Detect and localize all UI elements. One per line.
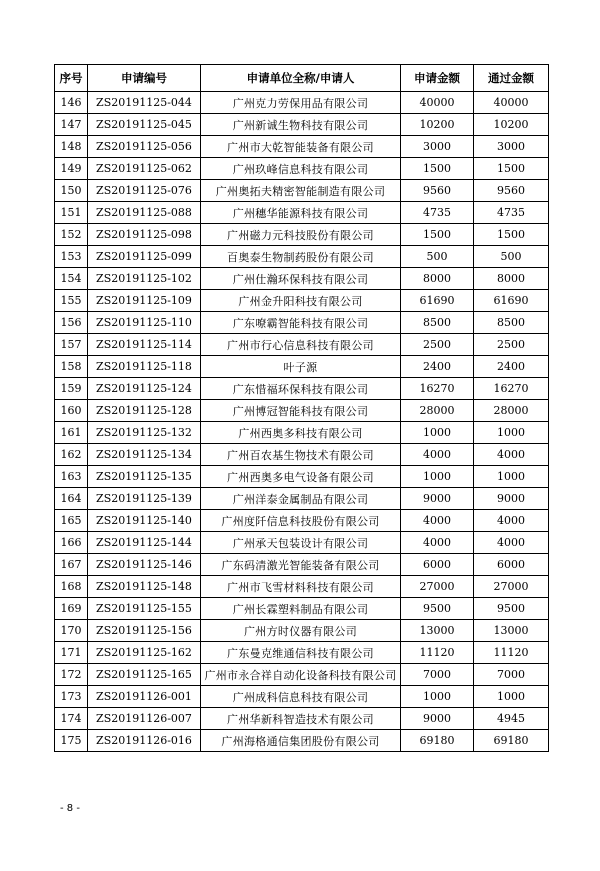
applicant-name-cell: 广州玖峰信息科技有限公司: [201, 158, 401, 180]
serial-number-cell: 159: [55, 378, 88, 400]
table-row: [55, 532, 549, 554]
requested-amount-cell: 9500: [401, 598, 474, 620]
application-id-cell: ZS20191125-146: [88, 554, 201, 576]
header-serial-number: 序号: [55, 65, 88, 92]
requested-amount-cell: 28000: [401, 400, 474, 422]
table-row: [55, 664, 549, 686]
approved-amount-cell: 8500: [474, 312, 549, 334]
applicant-name-cell: 广州仕瀚环保科技有限公司: [201, 268, 401, 290]
requested-amount-cell: 9000: [401, 488, 474, 510]
approved-amount-cell: 10200: [474, 114, 549, 136]
approved-amount-cell: 1000: [474, 466, 549, 488]
table-row: [55, 224, 549, 246]
application-id-cell: ZS20191125-088: [88, 202, 201, 224]
requested-amount-cell: 4000: [401, 444, 474, 466]
table-row: [55, 554, 549, 576]
table-row: [55, 136, 549, 158]
serial-number-cell: 153: [55, 246, 88, 268]
approved-amount-cell: 9000: [474, 488, 549, 510]
serial-number-cell: 149: [55, 158, 88, 180]
approved-amount-cell: 6000: [474, 554, 549, 576]
applicant-name-cell: 广州百农基生物技术有限公司: [201, 444, 401, 466]
approved-amount-cell: 4735: [474, 202, 549, 224]
applicant-name-cell: 广东码清激光智能装备有限公司: [201, 554, 401, 576]
serial-number-cell: 167: [55, 554, 88, 576]
applicant-name-cell: 广州成科信息科技有限公司: [201, 686, 401, 708]
table-row: [55, 730, 549, 752]
application-id-cell: ZS20191125-114: [88, 334, 201, 356]
approved-amount-cell: 27000: [474, 576, 549, 598]
application-id-cell: ZS20191126-016: [88, 730, 201, 752]
application-id-cell: ZS20191125-076: [88, 180, 201, 202]
table-row: [55, 268, 549, 290]
serial-number-cell: 166: [55, 532, 88, 554]
serial-number-cell: 164: [55, 488, 88, 510]
applicant-name-cell: 广州方时仪器有限公司: [201, 620, 401, 642]
applicant-name-cell: 广州西奥多科技有限公司: [201, 422, 401, 444]
requested-amount-cell: 16270: [401, 378, 474, 400]
application-id-cell: ZS20191125-045: [88, 114, 201, 136]
applicant-name-cell: 广东曼克维通信科技有限公司: [201, 642, 401, 664]
application-id-cell: ZS20191126-001: [88, 686, 201, 708]
applicant-name-cell: 百奥泰生物制药股份有限公司: [201, 246, 401, 268]
table-row: [55, 356, 549, 378]
requested-amount-cell: 27000: [401, 576, 474, 598]
serial-number-cell: 152: [55, 224, 88, 246]
serial-number-cell: 175: [55, 730, 88, 752]
approved-amount-cell: 4000: [474, 532, 549, 554]
approved-amount-cell: 1000: [474, 686, 549, 708]
requested-amount-cell: 7000: [401, 664, 474, 686]
table-body: [55, 92, 549, 752]
application-id-cell: ZS20191125-165: [88, 664, 201, 686]
applicant-name-cell: 广州市永合祥自动化设备科技有限公司: [201, 664, 401, 686]
requested-amount-cell: 4000: [401, 532, 474, 554]
header-requested-amount: 申请金额: [401, 65, 474, 92]
header-applicant-name: 申请单位全称/申请人: [201, 65, 401, 92]
serial-number-cell: 169: [55, 598, 88, 620]
requested-amount-cell: 69180: [401, 730, 474, 752]
applicant-name-cell: 广州博冠智能科技有限公司: [201, 400, 401, 422]
application-id-cell: ZS20191125-062: [88, 158, 201, 180]
approved-amount-cell: 61690: [474, 290, 549, 312]
application-id-cell: ZS20191125-102: [88, 268, 201, 290]
requested-amount-cell: 40000: [401, 92, 474, 114]
approved-amount-cell: 2500: [474, 334, 549, 356]
serial-number-cell: 171: [55, 642, 88, 664]
application-id-cell: ZS20191125-099: [88, 246, 201, 268]
applicant-name-cell: 广州洋泰金属制品有限公司: [201, 488, 401, 510]
applicant-name-cell: 广州市行心信息科技有限公司: [201, 334, 401, 356]
applicant-name-cell: 广州度阡信息科技股份有限公司: [201, 510, 401, 532]
serial-number-cell: 174: [55, 708, 88, 730]
serial-number-cell: 168: [55, 576, 88, 598]
approved-amount-cell: 1500: [474, 158, 549, 180]
funding-table: [54, 64, 549, 752]
application-id-cell: ZS20191125-135: [88, 466, 201, 488]
approved-amount-cell: 7000: [474, 664, 549, 686]
approved-amount-cell: 4000: [474, 510, 549, 532]
table-row: [55, 488, 549, 510]
approved-amount-cell: 3000: [474, 136, 549, 158]
serial-number-cell: 160: [55, 400, 88, 422]
approved-amount-cell: 8000: [474, 268, 549, 290]
serial-number-cell: 162: [55, 444, 88, 466]
serial-number-cell: 170: [55, 620, 88, 642]
application-id-cell: ZS20191125-118: [88, 356, 201, 378]
header-approved-amount: 通过金额: [474, 65, 549, 92]
table-row: [55, 598, 549, 620]
application-id-cell: ZS20191125-148: [88, 576, 201, 598]
application-id-cell: ZS20191125-124: [88, 378, 201, 400]
application-id-cell: ZS20191125-156: [88, 620, 201, 642]
application-id-cell: ZS20191125-056: [88, 136, 201, 158]
applicant-name-cell: 广州磁力元科技股份有限公司: [201, 224, 401, 246]
table-row: [55, 180, 549, 202]
requested-amount-cell: 500: [401, 246, 474, 268]
applicant-name-cell: 广东惜福环保科技有限公司: [201, 378, 401, 400]
serial-number-cell: 156: [55, 312, 88, 334]
table-row: [55, 400, 549, 422]
requested-amount-cell: 1000: [401, 686, 474, 708]
serial-number-cell: 154: [55, 268, 88, 290]
requested-amount-cell: 9560: [401, 180, 474, 202]
table-row: [55, 642, 549, 664]
serial-number-cell: 163: [55, 466, 88, 488]
applicant-name-cell: 广州华新科智造技术有限公司: [201, 708, 401, 730]
table-row: [55, 378, 549, 400]
table-header-row: [55, 65, 549, 92]
approved-amount-cell: 1000: [474, 422, 549, 444]
application-id-cell: ZS20191125-139: [88, 488, 201, 510]
applicant-name-cell: 广州承天包装设计有限公司: [201, 532, 401, 554]
approved-amount-cell: 16270: [474, 378, 549, 400]
applicant-name-cell: 广州新诚生物科技有限公司: [201, 114, 401, 136]
requested-amount-cell: 1500: [401, 158, 474, 180]
approved-amount-cell: 13000: [474, 620, 549, 642]
requested-amount-cell: 2400: [401, 356, 474, 378]
applicant-name-cell: 广州西奥多电气设备有限公司: [201, 466, 401, 488]
application-id-cell: ZS20191125-110: [88, 312, 201, 334]
table-row: [55, 202, 549, 224]
application-id-cell: ZS20191125-044: [88, 92, 201, 114]
application-id-cell: ZS20191126-007: [88, 708, 201, 730]
applicant-name-cell: 广东嘹霸智能科技有限公司: [201, 312, 401, 334]
approved-amount-cell: 11120: [474, 642, 549, 664]
approved-amount-cell: 4000: [474, 444, 549, 466]
table-row: [55, 114, 549, 136]
requested-amount-cell: 13000: [401, 620, 474, 642]
serial-number-cell: 158: [55, 356, 88, 378]
requested-amount-cell: 3000: [401, 136, 474, 158]
table-row: [55, 620, 549, 642]
header-application-id: 申请编号: [88, 65, 201, 92]
serial-number-cell: 151: [55, 202, 88, 224]
approved-amount-cell: 40000: [474, 92, 549, 114]
serial-number-cell: 165: [55, 510, 88, 532]
serial-number-cell: 148: [55, 136, 88, 158]
application-id-cell: ZS20191125-128: [88, 400, 201, 422]
serial-number-cell: 146: [55, 92, 88, 114]
table-row: [55, 246, 549, 268]
approved-amount-cell: 69180: [474, 730, 549, 752]
requested-amount-cell: 61690: [401, 290, 474, 312]
applicant-name-cell: 叶子源: [201, 356, 401, 378]
serial-number-cell: 150: [55, 180, 88, 202]
approved-amount-cell: 2400: [474, 356, 549, 378]
requested-amount-cell: 1000: [401, 466, 474, 488]
serial-number-cell: 173: [55, 686, 88, 708]
serial-number-cell: 155: [55, 290, 88, 312]
approved-amount-cell: 9500: [474, 598, 549, 620]
table-row: [55, 686, 549, 708]
applicant-name-cell: 广州穗华能源科技有限公司: [201, 202, 401, 224]
application-id-cell: ZS20191125-155: [88, 598, 201, 620]
table-row: [55, 334, 549, 356]
serial-number-cell: 147: [55, 114, 88, 136]
table-row: [55, 444, 549, 466]
requested-amount-cell: 6000: [401, 554, 474, 576]
applicant-name-cell: 广州市大乾智能装备有限公司: [201, 136, 401, 158]
table-row: [55, 290, 549, 312]
requested-amount-cell: 10200: [401, 114, 474, 136]
table-row: [55, 466, 549, 488]
table-row: [55, 422, 549, 444]
application-id-cell: ZS20191125-140: [88, 510, 201, 532]
table-row: [55, 158, 549, 180]
requested-amount-cell: 1000: [401, 422, 474, 444]
applicant-name-cell: 广州市飞雪材料科技有限公司: [201, 576, 401, 598]
approved-amount-cell: 1500: [474, 224, 549, 246]
application-id-cell: ZS20191125-144: [88, 532, 201, 554]
serial-number-cell: 172: [55, 664, 88, 686]
application-id-cell: ZS20191125-132: [88, 422, 201, 444]
applicant-name-cell: 广州奥拓夫精密智能制造有限公司: [201, 180, 401, 202]
table-row: [55, 92, 549, 114]
requested-amount-cell: 2500: [401, 334, 474, 356]
table-row: [55, 708, 549, 730]
serial-number-cell: 157: [55, 334, 88, 356]
applicant-name-cell: 广州海格通信集团股份有限公司: [201, 730, 401, 752]
requested-amount-cell: 9000: [401, 708, 474, 730]
application-id-cell: ZS20191125-162: [88, 642, 201, 664]
table-row: [55, 312, 549, 334]
applicant-name-cell: 广州金升阳科技有限公司: [201, 290, 401, 312]
approved-amount-cell: 500: [474, 246, 549, 268]
application-id-cell: ZS20191125-109: [88, 290, 201, 312]
serial-number-cell: 161: [55, 422, 88, 444]
approved-amount-cell: 28000: [474, 400, 549, 422]
page-number: - 8 -: [60, 803, 80, 814]
requested-amount-cell: 4735: [401, 202, 474, 224]
requested-amount-cell: 8500: [401, 312, 474, 334]
table-row: [55, 576, 549, 598]
table-row: [55, 510, 549, 532]
applicant-name-cell: 广州克力劳保用品有限公司: [201, 92, 401, 114]
requested-amount-cell: 11120: [401, 642, 474, 664]
applicant-name-cell: 广州长霖塑料制品有限公司: [201, 598, 401, 620]
approved-amount-cell: 9560: [474, 180, 549, 202]
requested-amount-cell: 8000: [401, 268, 474, 290]
approved-amount-cell: 4945: [474, 708, 549, 730]
requested-amount-cell: 4000: [401, 510, 474, 532]
requested-amount-cell: 1500: [401, 224, 474, 246]
application-id-cell: ZS20191125-098: [88, 224, 201, 246]
application-id-cell: ZS20191125-134: [88, 444, 201, 466]
